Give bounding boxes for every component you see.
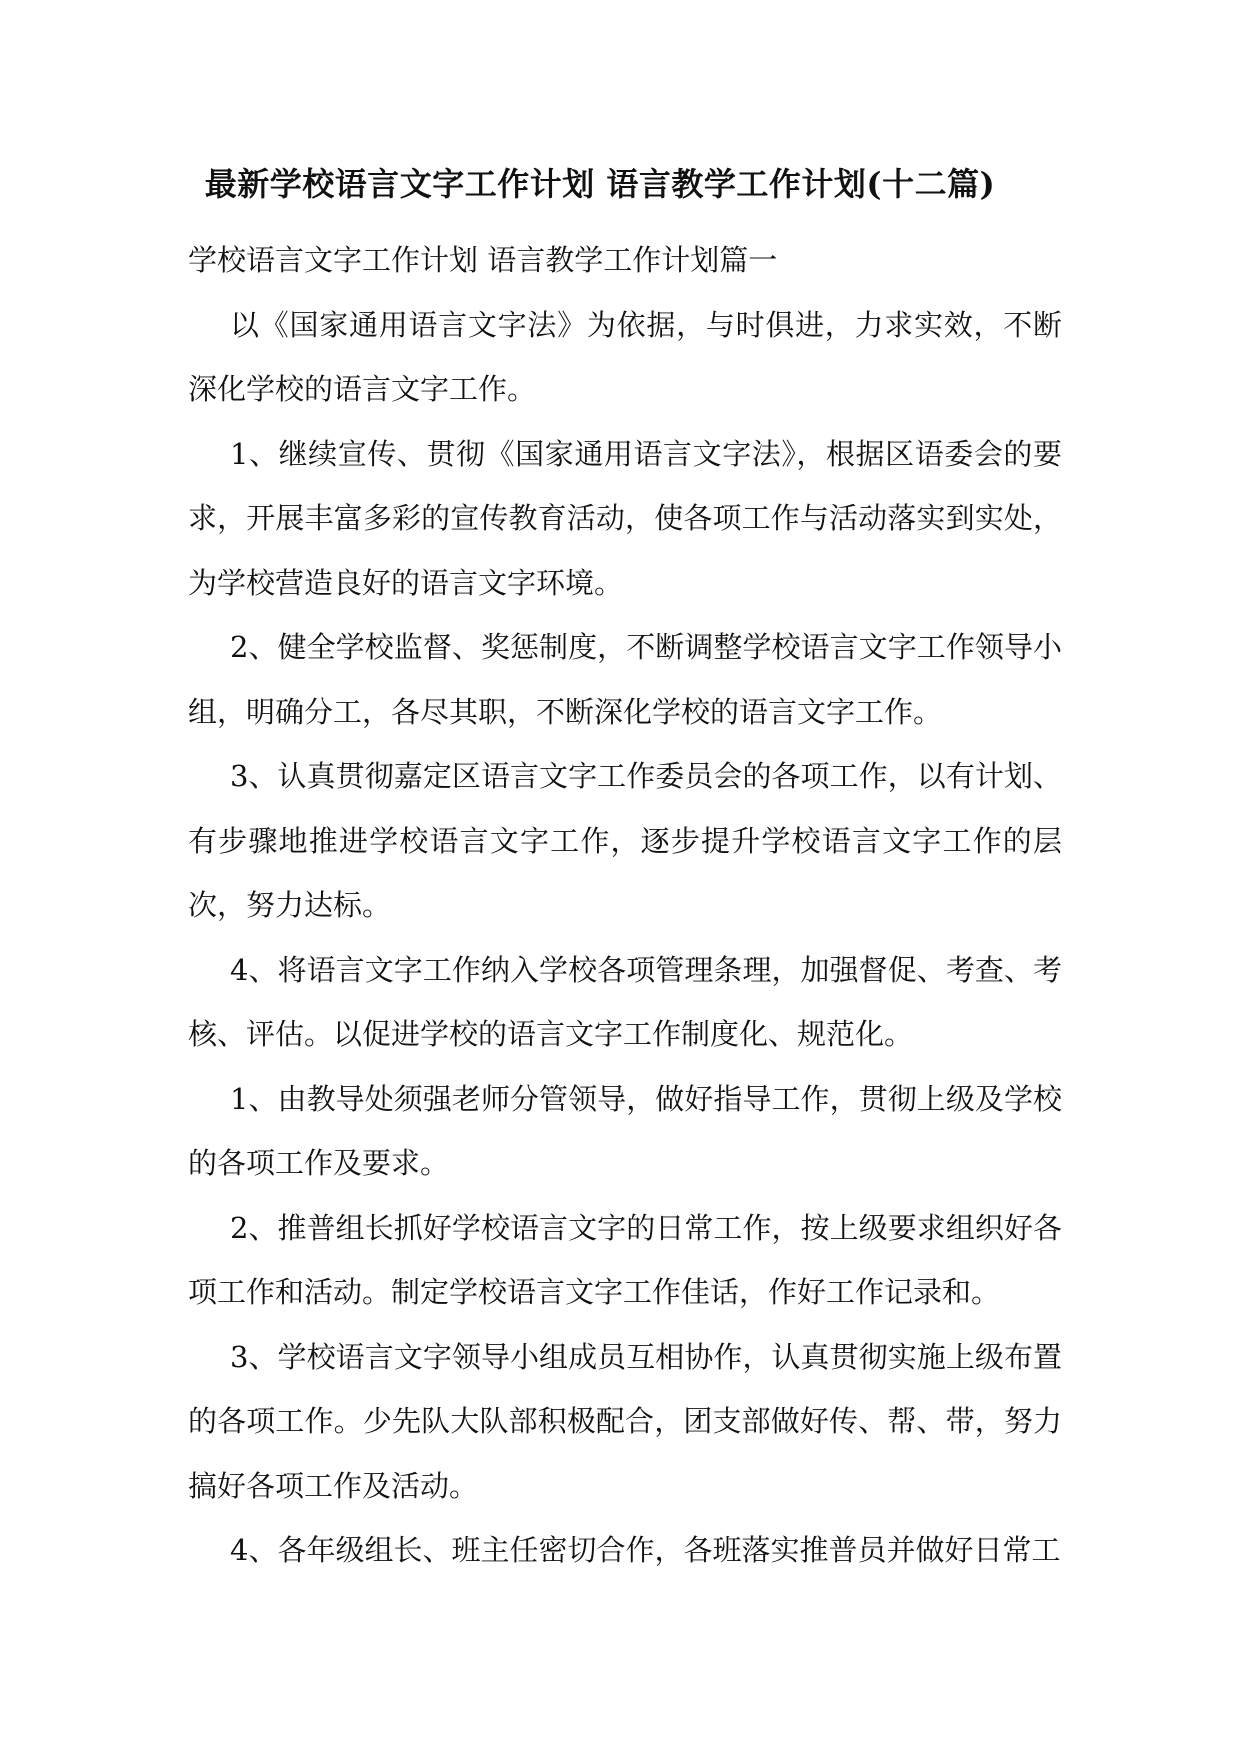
paragraph: 4、将语言文字工作纳入学校各项管理条理，加强督促、考查、考核、评估。以促进学校的语言文字工作制度化、规范化。 [188, 952, 1062, 1051]
paragraph: 2、推普组长抓好学校语言文字的日常工作，按上级要求组织好各项工作和活动。制定学校语言文字工作佳话，作好工作记录和。 [188, 1210, 1062, 1309]
document-title: 最新学校语言文字工作计划 语言教学工作计划(十二篇) [204, 165, 996, 203]
section-heading: 学校语言文字工作计划 语言教学工作计划篇一 [188, 243, 778, 277]
paragraph: 4、各年级组长、班主任密切合作，各班落实推普员并做好日常工 [230, 1533, 1061, 1567]
paragraph: 以《国家通用语言文字法》为依据，与时俱进，力求实效，不断深化学校的语言文字工作。 [188, 307, 1062, 406]
document-body [188, 228, 1062, 1583]
paragraph: 2、健全学校监督、奖惩制度，不断调整学校语言文字工作领导小组，明确分工，各尽其职，不断深化学校的语言文字工作。 [188, 630, 1062, 729]
paragraph: 3、认真贯彻嘉定区语言文字工作委员会的各项工作，以有计划、有步骤地推进学校语言文字工作，逐步提升学校语言文字工作的层次，努力达标。 [188, 759, 1062, 922]
paragraph: 1、继续宣传、贯彻《国家通用语言文字法》，根据区语委会的要求，开展丰富多彩的宣传教育活动，使各项工作与活动落实到实处，为学校营造良好的语言文字环境。 [188, 436, 1062, 600]
paragraph: 1、由教导处须强老师分管领导，做好指导工作，贯彻上级及学校的各项工作及要求。 [188, 1081, 1062, 1180]
paragraph: 3、学校语言文字领导小组成员互相协作，认真贯彻实施上级布置的各项工作。少先队大队部积极配合，团支部做好传、帮、带，努力搞好各项工作及活动。 [188, 1339, 1062, 1503]
